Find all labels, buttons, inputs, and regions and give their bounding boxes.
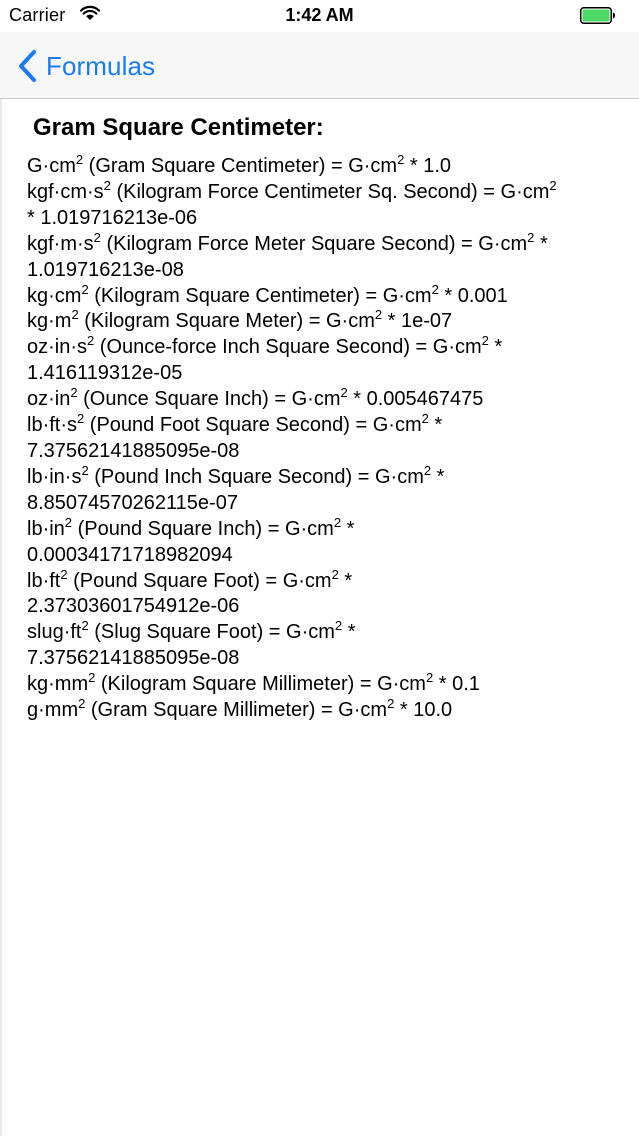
formula-line [27,672,627,698]
formula-text: 8.85074570262115e-07 [27,491,238,514]
formula-line [27,439,627,465]
formula-text: * [534,232,548,255]
formula-text: * 1.0 [404,155,452,177]
formula-text: * [342,621,356,644]
formula-exponent: 2 [397,152,405,167]
formula-list [27,154,627,724]
formula-exponent: 2 [81,281,89,297]
formula-text: kgf·cm·s [27,180,104,203]
formula-text: g·mm [27,699,79,722]
formula-text: 1.416119312e-05 [27,362,183,385]
formula-text: (Ounce-force Inch Square Second) = G·cm [94,336,482,359]
formula-text: lb·ft·s [27,414,77,437]
formula-text: kgf·m·s [27,232,94,255]
formula-text: kg·mm [27,673,89,696]
formula-text: lb·ft [27,569,61,592]
formula-text: (Kilogram Square Meter) = G·cm [78,310,375,333]
formula-text: lb·in·s [27,465,82,488]
formula-text: * 1e-07 [382,310,453,333]
formula-line [27,543,627,569]
formula-text: 7.37562141885095e-08 [27,647,240,670]
formula-text: lb·in [27,517,65,540]
formula-exponent: 2 [549,177,557,193]
formula-text: (Pound Inch Square Second) = G·cm [88,465,424,488]
content-area [0,99,639,1136]
formula-text: * [338,569,353,592]
formula-exponent: 2 [93,229,101,245]
formula-line [27,206,627,232]
formula-text: slug·ft [27,621,82,644]
formula-text: (Pound Square Foot) = G·cm [67,569,332,592]
navigation-bar [0,32,639,99]
formula-line [27,309,627,335]
formula-text: * [341,517,355,540]
formula-line [27,620,627,646]
formula-line [27,646,627,672]
formula-text: * 0.001 [438,284,508,307]
formula-line [27,462,627,491]
formula-exponent: 2 [78,696,86,712]
formula-text: (Ounce Square Inch) = G·cm [77,388,341,411]
formula-line [27,413,627,439]
formula-exponent: 2 [331,566,339,582]
formula-line [27,229,627,258]
formula-text: (Gram Square Centimeter) = G·cm [83,155,398,177]
formula-line [27,361,627,387]
formula-text: 2.37303601754912e-06 [27,595,240,618]
formula-text: (Kilogram Force Centimeter Sq. Second) = G·cm [110,180,550,203]
page-title: Gram Square Centimeter: [33,114,324,141]
formula-exponent: 2 [103,177,111,193]
back-button[interactable] [16,48,155,84]
formula-exponent: 2 [374,307,383,323]
status-bar [0,0,639,32]
formula-exponent: 2 [70,385,78,401]
formula-text: * [428,414,443,437]
formula-line [27,281,627,310]
formula-line [27,387,627,413]
formula-exponent: 2 [340,385,348,401]
formula-text: 7.37562141885095e-08 [27,439,240,462]
formula-text: (Slug Square Foot) = G·cm [88,621,335,644]
formula-exponent: 2 [334,618,343,634]
battery-icon [580,7,616,24]
formula-exponent: 2 [431,281,439,297]
left-divider [0,99,2,1136]
chevron-left-icon [16,49,38,83]
formula-text: 1.019716213e-08 [27,258,184,281]
formula-exponent: 2 [81,618,89,634]
formula-line [27,177,627,206]
formula-text: kg·cm [27,284,82,307]
formula-text: oz·in·s [27,336,88,359]
back-button-label: Formulas [46,50,156,81]
formula-text: kg·m [27,310,72,333]
formula-line [27,154,627,180]
formula-exponent: 2 [88,670,96,686]
formula-line [27,566,627,595]
formula-exponent: 2 [481,333,489,349]
formula-text: (Kilogram Force Meter Square Second) = G·cm [100,232,528,255]
formula-exponent: 2 [387,696,395,712]
formula-line [27,491,627,517]
formula-text: (Kilogram Square Millimeter) = G·cm [95,673,426,696]
formula-text: * [431,465,445,488]
formula-exponent: 2 [87,333,95,349]
formula-text: * 0.005467475 [347,388,484,411]
formula-exponent: 2 [71,307,79,323]
formula-text: G·cm [27,155,76,177]
formula-exponent: 2 [527,229,535,245]
formula-text: oz·in [27,388,71,411]
formula-text: (Pound Square Inch) = G·cm [72,517,334,540]
formula-text: * 0.1 [433,673,480,696]
formula-exponent: 2 [75,152,84,167]
formula-line [27,594,627,620]
formula-line [27,258,627,284]
formula-exponent: 2 [421,411,429,427]
formula-text: * [488,336,503,359]
formula-exponent: 2 [333,514,342,530]
clock-label: 1:42 AM [285,5,354,25]
formula-text: (Gram Square Millimeter) = G·cm [85,699,388,722]
formula-text: (Kilogram Square Centimeter) = G·cm [88,284,432,307]
carrier-label: Carrier [9,5,66,25]
formula-exponent: 2 [81,462,89,478]
formula-text: 0.00034171718982094 [27,543,233,566]
formula-text: * 10.0 [394,699,453,722]
formula-text: * 1.019716213e-06 [27,206,198,229]
formula-line [27,698,627,724]
formula-exponent: 2 [60,566,68,582]
formula-line [27,514,627,543]
formula-exponent: 2 [425,670,434,686]
formula-line [27,335,627,361]
formula-exponent: 2 [64,514,73,530]
formula-text: (Pound Foot Square Second) = G·cm [84,414,422,437]
formula-exponent: 2 [77,411,85,427]
formula-exponent: 2 [423,462,432,478]
